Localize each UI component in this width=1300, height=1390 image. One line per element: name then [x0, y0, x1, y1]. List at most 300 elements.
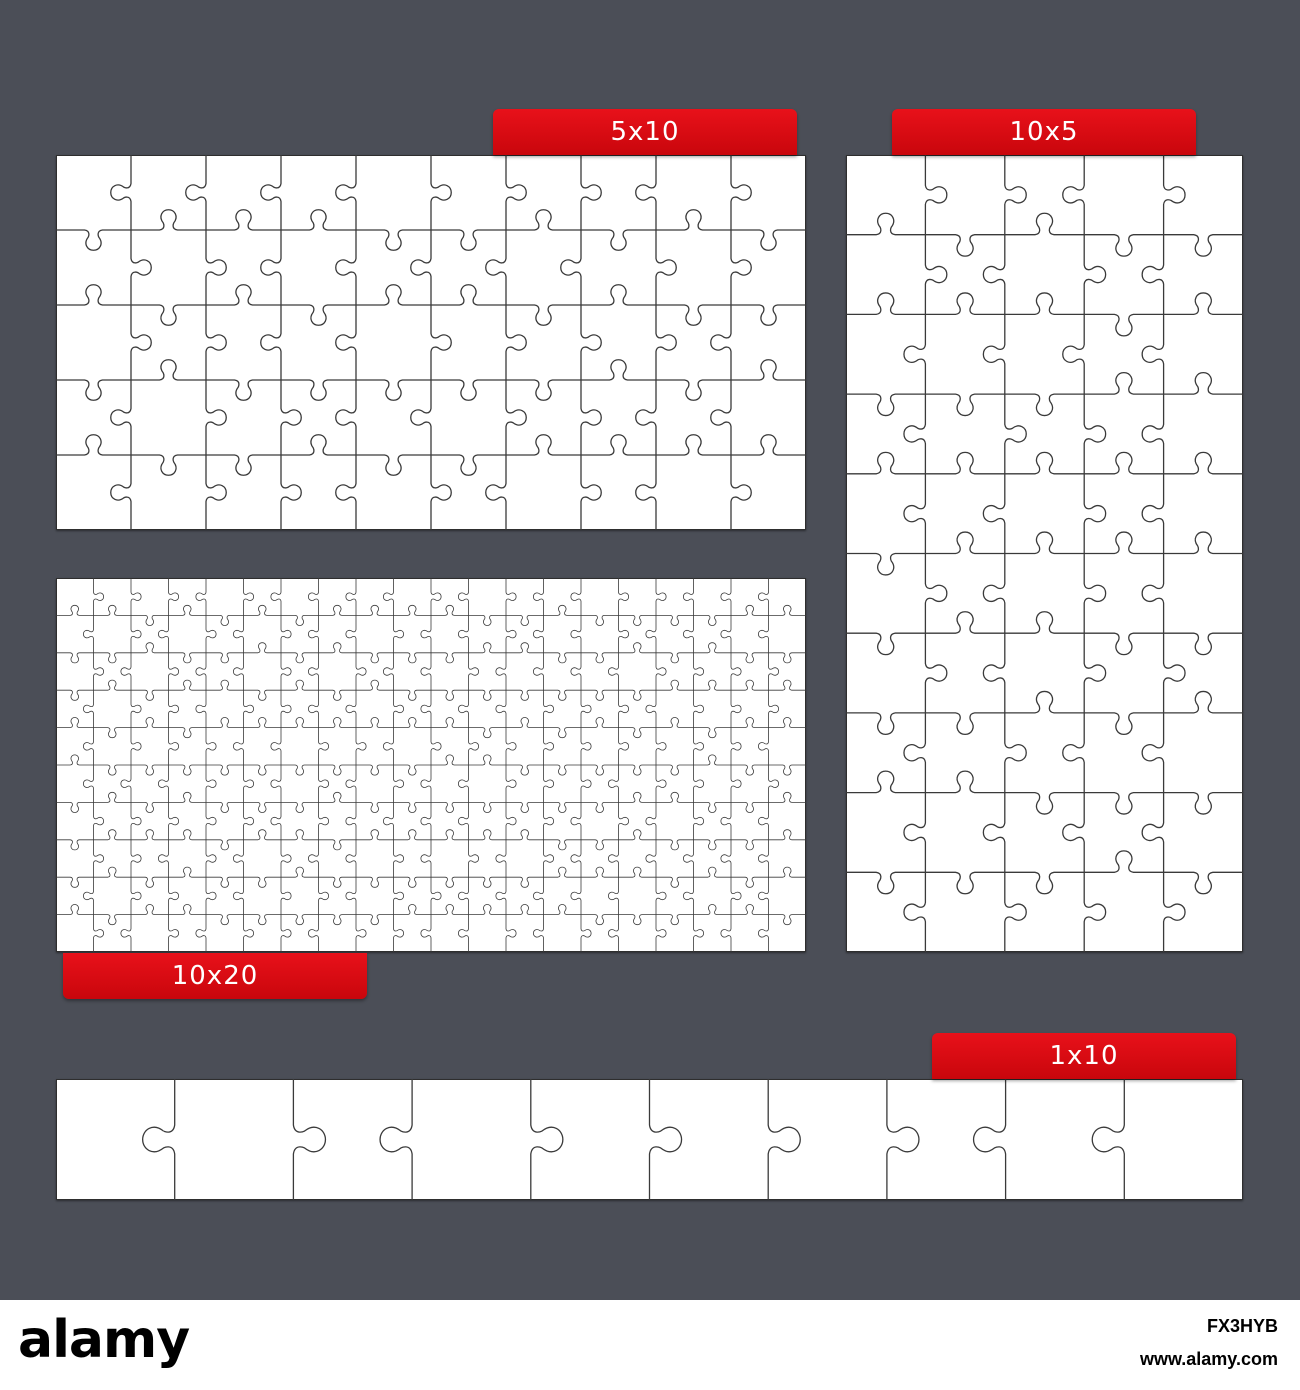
puzzle-cut-horizontal	[581, 615, 619, 625]
puzzle-cut-horizontal	[131, 718, 169, 728]
puzzle-cut-horizontal	[319, 765, 357, 775]
puzzle-cut-horizontal	[94, 605, 132, 615]
puzzle-cut-vertical	[731, 455, 751, 530]
puzzle-cut-horizontal	[356, 230, 431, 250]
puzzle-cut-horizontal	[544, 653, 582, 663]
puzzle-cut-horizontal	[356, 653, 394, 663]
puzzle-cut-horizontal	[925, 872, 1004, 893]
puzzle-cut-vertical	[1063, 155, 1084, 235]
puzzle-cut-horizontal	[319, 690, 357, 700]
puzzle-cut-vertical	[244, 765, 254, 802]
puzzle-cut-horizontal	[1005, 793, 1084, 814]
puzzle-cut-vertical	[758, 877, 768, 914]
puzzle-cut-vertical	[421, 840, 431, 877]
puzzle-cut-horizontal	[131, 802, 169, 812]
puzzle-cut-horizontal	[731, 802, 769, 812]
puzzle-cut-vertical	[346, 802, 356, 839]
puzzle-cut-horizontal	[581, 285, 656, 305]
puzzle-cut-horizontal	[281, 653, 319, 663]
puzzle-cut-horizontal	[356, 915, 394, 925]
puzzle-cut-vertical	[83, 615, 93, 652]
puzzle-cut-horizontal	[356, 680, 394, 690]
puzzle-cut-horizontal	[356, 765, 394, 775]
puzzle-cut-vertical	[336, 380, 356, 455]
puzzle-cut-horizontal	[731, 905, 769, 915]
puzzle-cut-horizontal	[769, 680, 807, 690]
puzzle-cut-vertical	[233, 728, 243, 765]
puzzle-cut-vertical	[769, 653, 779, 690]
puzzle-cut-vertical	[383, 728, 393, 765]
puzzle-cut-vertical	[196, 578, 206, 615]
puzzle-cut-vertical	[731, 728, 741, 765]
puzzle-cut-vertical	[244, 915, 254, 952]
puzzle-cut-horizontal	[281, 915, 319, 925]
puzzle-cut-vertical	[308, 690, 318, 727]
puzzle-cut-vertical	[233, 653, 243, 690]
puzzle-cut-horizontal	[925, 394, 1004, 415]
puzzle-cut-horizontal	[244, 915, 282, 925]
puzzle-cut-horizontal	[94, 915, 132, 925]
puzzle-cut-vertical	[458, 802, 468, 839]
puzzle-cut-vertical	[336, 455, 356, 530]
puzzle-cut-horizontal	[469, 615, 507, 625]
puzzle-cut-vertical	[711, 380, 731, 455]
puzzle-cut-vertical	[261, 155, 281, 230]
puzzle-cut-vertical	[571, 877, 581, 914]
puzzle-cut-vertical	[383, 578, 393, 615]
puzzle-cut-vertical	[111, 380, 131, 455]
puzzle-cut-vertical	[121, 653, 131, 690]
puzzle-cut-vertical	[506, 578, 516, 615]
puzzle-cut-horizontal	[544, 840, 582, 850]
puzzle-cut-vertical	[925, 554, 946, 634]
puzzle-cut-vertical	[458, 765, 468, 802]
puzzle-cut-vertical	[656, 578, 666, 615]
puzzle-cut-vertical	[904, 713, 925, 793]
puzzle-cut-vertical	[544, 728, 554, 765]
puzzle-cut-vertical	[346, 840, 356, 877]
puzzle-cut-horizontal	[1084, 713, 1163, 734]
puzzle-cut-vertical	[383, 653, 393, 690]
puzzle-cut-vertical	[1142, 314, 1163, 394]
puzzle-cut-horizontal	[356, 285, 431, 305]
puzzle-cut-horizontal	[1164, 793, 1243, 814]
puzzle-cut-horizontal	[769, 792, 807, 802]
puzzle-cut-horizontal	[656, 840, 694, 850]
puzzle-cut-horizontal	[581, 230, 656, 250]
puzzle-cut-horizontal	[281, 435, 356, 455]
puzzle-cut-horizontal	[319, 605, 357, 615]
puzzle-cut-vertical	[431, 877, 441, 914]
puzzle-cut-vertical	[974, 1079, 1006, 1200]
puzzle-cut-horizontal	[506, 435, 581, 455]
puzzle-cut-vertical	[758, 840, 768, 877]
puzzle-cut-vertical	[925, 633, 946, 713]
puzzle-cut-horizontal	[356, 380, 431, 400]
puzzle-cut-vertical	[383, 802, 393, 839]
puzzle-cut-horizontal	[1084, 633, 1163, 654]
puzzle-cut-vertical	[394, 877, 404, 914]
puzzle-cut-vertical	[711, 305, 731, 380]
puzzle-cut-vertical	[619, 728, 629, 765]
puzzle-cut-vertical	[281, 380, 301, 455]
puzzle-cut-horizontal	[506, 905, 544, 915]
puzzle-cut-horizontal	[469, 877, 507, 887]
puzzle-cut-vertical	[608, 840, 618, 877]
puzzle-cut-vertical	[496, 840, 506, 877]
puzzle-cut-vertical	[721, 578, 731, 615]
puzzle-cut-vertical	[281, 615, 291, 652]
puzzle-cut-horizontal	[131, 455, 206, 475]
puzzle-cut-vertical	[1164, 872, 1185, 952]
image-id: FX3HYB	[1206, 1316, 1278, 1336]
puzzle-cut-vertical	[531, 1079, 563, 1200]
puzzle-cut-vertical	[646, 840, 656, 877]
puzzle-cut-horizontal	[356, 718, 394, 728]
puzzle-cut-horizontal	[356, 877, 394, 887]
puzzle-cut-vertical	[983, 633, 1004, 713]
puzzle-cut-vertical	[346, 877, 356, 914]
puzzle-cut-vertical	[581, 155, 601, 230]
puzzle-cut-horizontal	[1164, 452, 1243, 473]
puzzle-cut-horizontal	[925, 771, 1004, 792]
puzzle-cut-vertical	[656, 230, 676, 305]
puzzle-cut-horizontal	[925, 713, 1004, 734]
puzzle-cut-vertical	[683, 578, 693, 615]
puzzle-cut-horizontal	[846, 771, 925, 792]
puzzle-cut-vertical	[308, 578, 318, 615]
puzzle-cut-vertical	[694, 690, 704, 727]
puzzle-cut-vertical	[421, 802, 431, 839]
puzzle-cut-horizontal	[394, 877, 432, 887]
puzzle-cut-vertical	[158, 840, 168, 877]
puzzle-cut-horizontal	[544, 802, 582, 812]
puzzle-cut-horizontal	[94, 867, 132, 877]
puzzle-cut-horizontal	[56, 380, 131, 400]
puzzle-cut-horizontal	[56, 905, 94, 915]
puzzle-cut-horizontal	[206, 653, 244, 663]
puzzle-cut-horizontal	[319, 643, 357, 653]
puzzle-cut-horizontal	[56, 230, 131, 250]
puzzle-cut-horizontal	[469, 643, 507, 653]
puzzle-cut-vertical	[694, 915, 704, 952]
footer-url[interactable]: www.alamy.com	[1139, 1349, 1278, 1369]
puzzle-cut-horizontal	[131, 877, 169, 887]
puzzle-cut-horizontal	[131, 615, 169, 625]
puzzle-cut-vertical	[308, 615, 318, 652]
puzzle-cut-horizontal	[506, 877, 544, 887]
puzzle-cut-horizontal	[56, 690, 94, 700]
puzzle-cut-vertical	[581, 765, 591, 802]
puzzle-cut-vertical	[458, 615, 468, 652]
puzzle-cut-horizontal	[1164, 532, 1243, 553]
puzzle-cut-vertical	[83, 877, 93, 914]
puzzle-cut-vertical	[346, 690, 356, 727]
puzzle-cut-horizontal	[169, 830, 207, 840]
puzzle-cut-horizontal	[431, 718, 469, 728]
puzzle-cut-horizontal	[169, 653, 207, 663]
puzzle-cut-horizontal	[619, 915, 657, 925]
puzzle-cut-horizontal	[244, 802, 282, 812]
puzzle-cut-vertical	[636, 455, 656, 530]
puzzle-cut-vertical	[646, 802, 656, 839]
puzzle-cut-vertical	[904, 394, 925, 474]
puzzle-cut-vertical	[83, 765, 93, 802]
puzzle-cut-horizontal	[206, 877, 244, 887]
puzzle-5x10-grid	[56, 155, 806, 530]
puzzle-cut-vertical	[169, 690, 179, 727]
puzzle-cut-vertical	[336, 230, 356, 305]
puzzle-cut-horizontal	[544, 728, 582, 738]
puzzle-cut-vertical	[731, 765, 741, 802]
puzzle-cut-horizontal	[469, 830, 507, 840]
puzzle-cut-vertical	[571, 840, 581, 877]
puzzle-cut-horizontal	[656, 792, 694, 802]
puzzle-cut-vertical	[121, 915, 131, 952]
puzzle-cut-vertical	[1063, 793, 1084, 873]
puzzle-cut-horizontal	[1164, 373, 1243, 394]
puzzle-cut-vertical	[619, 615, 629, 652]
puzzle-cut-vertical	[581, 455, 601, 530]
puzzle-cut-horizontal	[431, 605, 469, 615]
puzzle-cut-vertical	[571, 615, 581, 652]
puzzle-cut-vertical	[271, 802, 281, 839]
puzzle-cut-horizontal	[431, 230, 506, 250]
puzzle-cut-horizontal	[1005, 872, 1084, 893]
puzzle-cut-horizontal	[1084, 314, 1163, 335]
puzzle-cut-vertical	[421, 765, 431, 802]
puzzle-cut-horizontal	[1084, 373, 1163, 394]
puzzle-cut-horizontal	[581, 840, 619, 850]
puzzle-cut-vertical	[533, 578, 543, 615]
puzzle-cut-horizontal	[431, 755, 469, 765]
puzzle-cut-vertical	[887, 1079, 919, 1200]
puzzle-cut-vertical	[721, 802, 731, 839]
puzzle-cut-horizontal	[1084, 532, 1163, 553]
puzzle-cut-vertical	[308, 653, 318, 690]
puzzle-cut-horizontal	[319, 840, 357, 850]
puzzle-cut-vertical	[1084, 633, 1105, 713]
puzzle-cut-horizontal	[244, 718, 282, 728]
puzzle-cut-horizontal	[619, 765, 657, 775]
puzzle-cut-vertical	[169, 578, 179, 615]
puzzle-cut-vertical	[1142, 793, 1163, 873]
puzzle-cut-vertical	[619, 690, 629, 727]
puzzle-cut-vertical	[83, 728, 93, 765]
puzzle-cut-horizontal	[319, 915, 357, 925]
puzzle-cut-vertical	[431, 455, 451, 530]
puzzle-cut-horizontal	[581, 690, 619, 700]
puzzle-cut-vertical	[169, 915, 179, 952]
puzzle-cut-horizontal	[506, 830, 544, 840]
puzzle-cut-vertical	[506, 305, 526, 380]
puzzle-cut-horizontal	[694, 867, 732, 877]
puzzle-cut-horizontal	[206, 840, 244, 850]
puzzle-cut-horizontal	[431, 653, 469, 663]
puzzle-cut-horizontal	[506, 210, 581, 230]
puzzle-cut-vertical	[206, 877, 216, 914]
puzzle-cut-horizontal	[281, 718, 319, 728]
puzzle-cut-vertical	[308, 840, 318, 877]
puzzle-cut-vertical	[646, 690, 656, 727]
puzzle-cut-vertical	[336, 305, 356, 380]
puzzle-cut-horizontal	[581, 765, 619, 775]
puzzle-cut-horizontal	[56, 435, 131, 455]
puzzle-cut-vertical	[271, 765, 281, 802]
puzzle-cut-horizontal	[846, 554, 925, 575]
puzzle-cut-vertical	[983, 793, 1004, 873]
puzzle-cut-horizontal	[131, 905, 169, 915]
puzzle-cut-horizontal	[846, 394, 925, 415]
puzzle-cut-horizontal	[1164, 691, 1243, 712]
puzzle-cut-vertical	[281, 840, 291, 877]
puzzle-cut-horizontal	[131, 765, 169, 775]
puzzle-cut-horizontal	[469, 728, 507, 738]
puzzle-cut-horizontal	[244, 765, 282, 775]
puzzle-cut-vertical	[731, 155, 751, 230]
puzzle-1x10-panel	[56, 1079, 1243, 1200]
puzzle-cut-vertical	[656, 653, 666, 690]
puzzle-cut-horizontal	[925, 452, 1004, 473]
puzzle-cut-vertical	[469, 840, 479, 877]
puzzle-cut-vertical	[233, 840, 243, 877]
puzzle-cut-horizontal	[769, 653, 807, 663]
puzzle-cut-horizontal	[431, 830, 469, 840]
puzzle-cut-horizontal	[1005, 213, 1084, 234]
puzzle-cut-horizontal	[319, 792, 357, 802]
puzzle-cut-horizontal	[356, 605, 394, 615]
puzzle-cut-vertical	[731, 877, 741, 914]
puzzle-cut-vertical	[458, 877, 468, 914]
puzzle-cut-vertical	[533, 877, 543, 914]
puzzle-cut-horizontal	[656, 435, 731, 455]
puzzle-cut-horizontal	[469, 755, 507, 765]
puzzle-cut-vertical	[496, 690, 506, 727]
puzzle-cut-horizontal	[846, 213, 925, 234]
puzzle-cut-horizontal	[581, 360, 656, 380]
puzzle-cut-horizontal	[694, 802, 732, 812]
puzzle-cut-vertical	[411, 230, 431, 305]
puzzle-cut-horizontal	[769, 867, 807, 877]
footer-meta	[1140, 1316, 1278, 1370]
puzzle-cut-horizontal	[356, 830, 394, 840]
puzzle-cut-vertical	[186, 155, 206, 230]
puzzle-cut-vertical	[244, 690, 254, 727]
puzzle-cut-horizontal	[206, 718, 244, 728]
puzzle-cut-horizontal	[206, 210, 281, 230]
puzzle-cut-vertical	[731, 230, 751, 305]
puzzle-cut-horizontal	[506, 765, 544, 775]
puzzle-cut-vertical	[581, 690, 591, 727]
puzzle-cut-vertical	[1005, 713, 1026, 793]
puzzle-cut-vertical	[206, 455, 226, 530]
puzzle-cut-vertical	[394, 840, 404, 877]
puzzle-cut-vertical	[758, 615, 768, 652]
puzzle-1x10-grid	[56, 1079, 1243, 1200]
puzzle-cut-horizontal	[925, 612, 1004, 633]
puzzle-cut-vertical	[421, 915, 431, 952]
puzzle-cut-vertical	[904, 872, 925, 952]
puzzle-cut-horizontal	[731, 840, 769, 850]
puzzle-cut-vertical	[694, 765, 704, 802]
puzzle-cut-horizontal	[431, 690, 469, 700]
puzzle-cut-horizontal	[394, 605, 432, 615]
puzzle-cut-horizontal	[469, 690, 507, 700]
puzzle-cut-horizontal	[56, 755, 94, 765]
puzzle-cut-horizontal	[581, 653, 619, 663]
puzzle-cut-horizontal	[394, 690, 432, 700]
puzzle-cut-vertical	[196, 915, 206, 952]
puzzle-cut-horizontal	[656, 718, 694, 728]
puzzle-cut-vertical	[206, 765, 216, 802]
puzzle-cut-vertical	[131, 840, 141, 877]
puzzle-cut-horizontal	[619, 728, 657, 738]
puzzle-cut-horizontal	[281, 867, 319, 877]
puzzle-cut-vertical	[533, 653, 543, 690]
puzzle-cut-horizontal	[244, 605, 282, 615]
puzzle-cut-vertical	[394, 690, 404, 727]
puzzle-cut-horizontal	[1084, 851, 1163, 872]
puzzle-cut-vertical	[281, 690, 291, 727]
puzzle-cut-vertical	[506, 380, 526, 455]
puzzle-cut-horizontal	[694, 728, 732, 738]
puzzle-cut-horizontal	[319, 877, 357, 887]
puzzle-cut-horizontal	[169, 867, 207, 877]
puzzle-1x10-label: 1x10	[932, 1033, 1236, 1079]
puzzle-cut-vertical	[544, 765, 554, 802]
puzzle-cut-vertical	[346, 765, 356, 802]
puzzle-cut-vertical	[731, 653, 741, 690]
puzzle-cut-vertical	[158, 765, 168, 802]
puzzle-cut-vertical	[293, 1079, 325, 1200]
puzzle-cut-horizontal	[656, 380, 731, 400]
puzzle-cut-vertical	[281, 877, 291, 914]
puzzle-cut-vertical	[496, 877, 506, 914]
puzzle-cut-horizontal	[319, 718, 357, 728]
puzzle-cut-vertical	[1005, 394, 1026, 474]
puzzle-cut-horizontal	[1005, 394, 1084, 415]
puzzle-cut-vertical	[1005, 872, 1026, 952]
puzzle-cut-vertical	[561, 230, 581, 305]
puzzle-cut-vertical	[571, 653, 581, 690]
puzzle-cut-horizontal	[206, 380, 281, 400]
puzzle-cut-horizontal	[506, 718, 544, 728]
puzzle-cut-horizontal	[281, 305, 356, 325]
puzzle-cut-vertical	[346, 578, 356, 615]
puzzle-cut-horizontal	[694, 643, 732, 653]
puzzle-cut-horizontal	[206, 802, 244, 812]
puzzle-cut-horizontal	[206, 455, 281, 475]
puzzle-cut-vertical	[421, 653, 431, 690]
puzzle-cut-vertical	[608, 653, 618, 690]
puzzle-cut-vertical	[356, 653, 366, 690]
puzzle-cut-vertical	[1063, 713, 1084, 793]
puzzle-cut-vertical	[346, 615, 356, 652]
puzzle-cut-horizontal	[731, 653, 769, 663]
puzzle-cut-horizontal	[694, 840, 732, 850]
footer-bar	[0, 1300, 1300, 1390]
puzzle-cut-horizontal	[694, 615, 732, 625]
puzzle-cut-vertical	[694, 802, 704, 839]
puzzle-5x10-label: 5x10	[493, 109, 797, 155]
puzzle-cut-horizontal	[431, 905, 469, 915]
puzzle-cut-vertical	[233, 615, 243, 652]
puzzle-cut-vertical	[683, 615, 693, 652]
puzzle-cut-horizontal	[656, 915, 694, 925]
puzzle-cut-horizontal	[94, 830, 132, 840]
puzzle-cut-vertical	[1142, 554, 1163, 634]
puzzle-cut-horizontal	[656, 210, 731, 230]
